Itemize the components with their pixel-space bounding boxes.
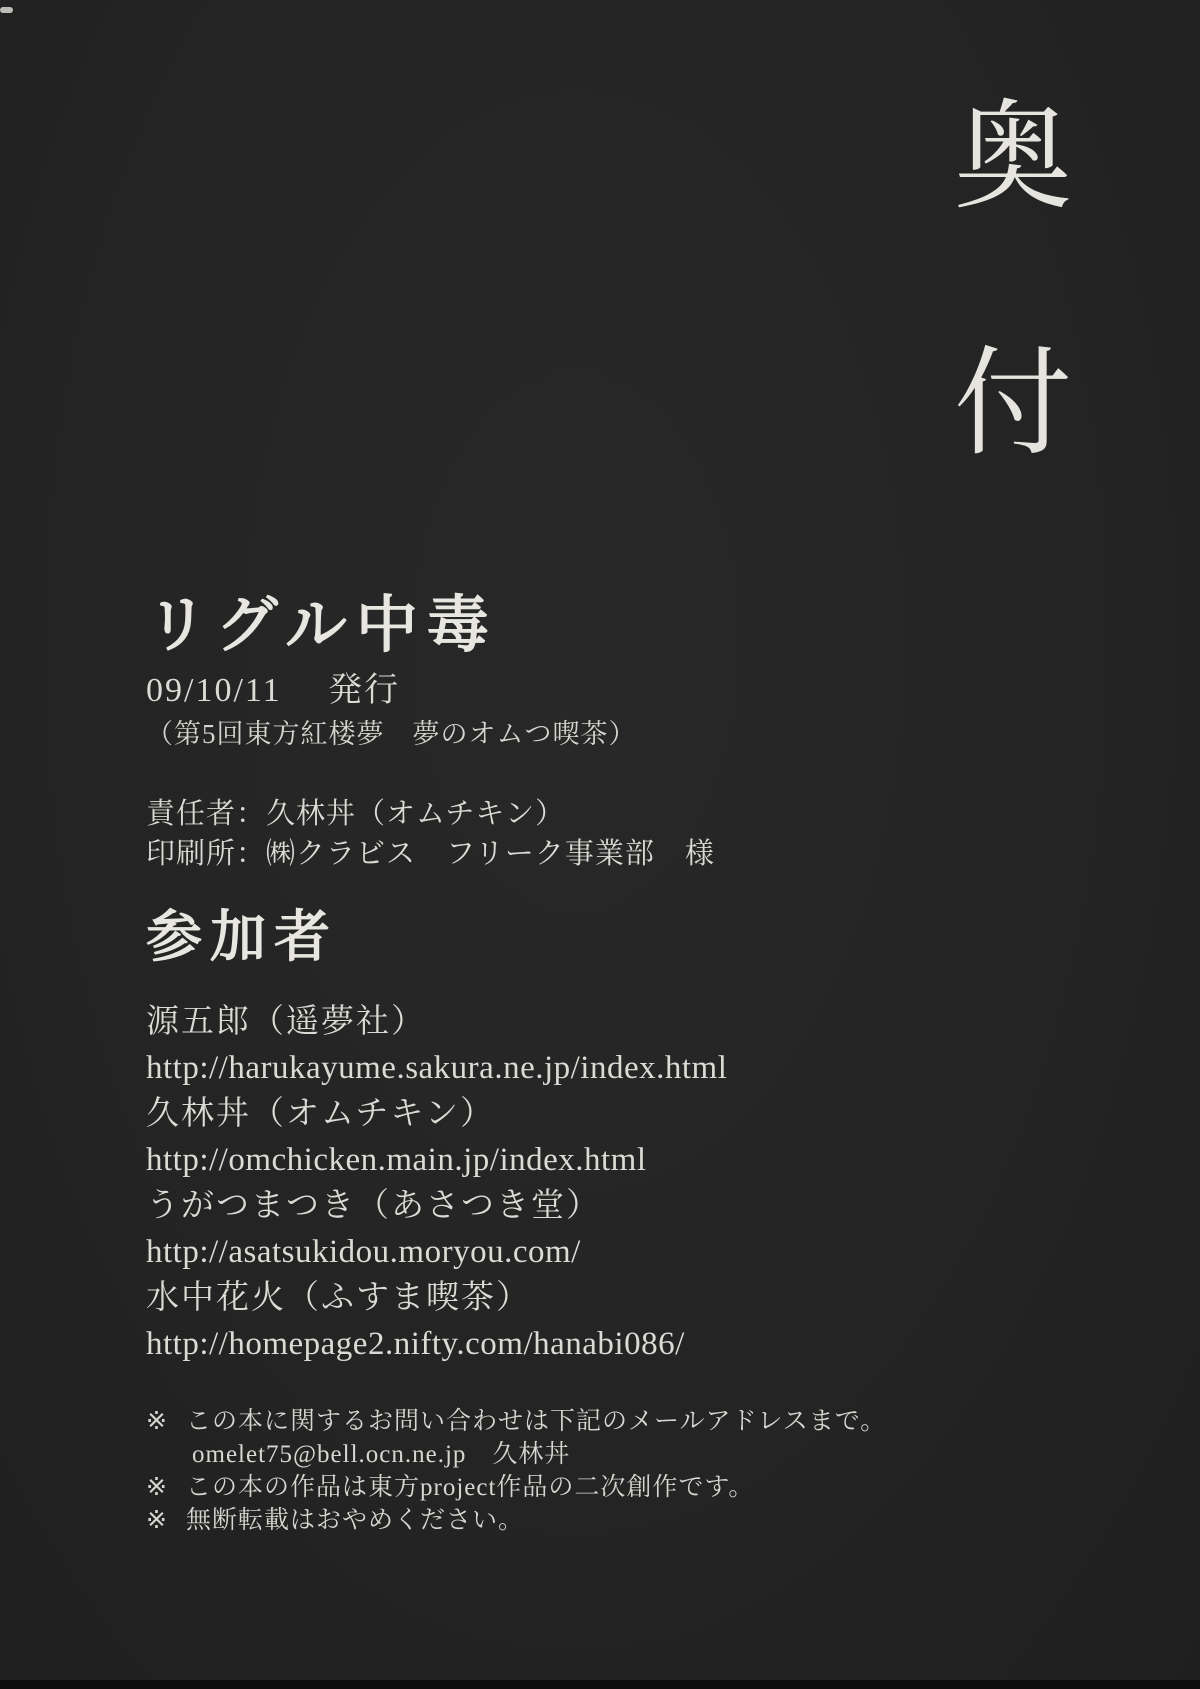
colophon-vertical-title [946, 93, 1080, 470]
participant-name: うがつまつき（あさつき堂） [146, 1188, 601, 1225]
note-contact [146, 1405, 936, 1438]
colophon-content [146, 594, 936, 1537]
participant-url: http://omchicken.main.jp/index.html [146, 1142, 647, 1179]
note-derivative-work [146, 1471, 936, 1504]
participants-heading: 参加者 [146, 906, 338, 969]
page-bottom-edge [0, 1680, 1200, 1689]
note-text: この本の作品は東方project作品の二次創作です。 [186, 1474, 755, 1502]
vertical-title-char-2: 付 [953, 339, 1072, 470]
note-text: 無断転載はおやめください。 [186, 1507, 525, 1535]
note-marker: ※ [146, 1474, 168, 1502]
event-line: （第5回東方紅楼夢 夢のオムつ喫茶） [146, 718, 637, 749]
publish-date-line: 09/10/11 発行 [146, 672, 401, 710]
book-title: リグル中毒 [146, 592, 498, 660]
participant-name: 源五郎（遥夢社） [146, 1004, 426, 1041]
note-no-reproduction [146, 1504, 936, 1537]
contact-email-line: omelet75@bell.ocn.ne.jp 久林丼 [192, 1441, 571, 1469]
note-marker: ※ [146, 1408, 168, 1436]
participant-name: 久林丼（オムチキン） [146, 1096, 496, 1133]
note-text: この本に関するお問い合わせは下記のメールアドレスまで。 [186, 1408, 887, 1436]
printer-line: 印刷所：㈱クラビス フリーク事業部 様 [146, 837, 715, 870]
participant-url: http://harukayume.sakura.ne.jp/index.html [146, 1050, 728, 1087]
participant-url: http://homepage2.nifty.com/hanabi086/ [146, 1326, 685, 1363]
note-marker: ※ [146, 1507, 168, 1535]
participant-url: http://asatsukidou.moryou.com/ [146, 1234, 581, 1271]
credits-block [146, 794, 936, 874]
participant-list [146, 999, 936, 1367]
scan-artifact [0, 7, 13, 13]
responsible-person-line: 責任者：久林丼（オムチキン） [146, 797, 566, 830]
vertical-title-char-1: 奥 [953, 93, 1072, 224]
participant-name: 水中花火（ふすま喫茶） [146, 1280, 531, 1317]
notes-block [146, 1405, 936, 1537]
